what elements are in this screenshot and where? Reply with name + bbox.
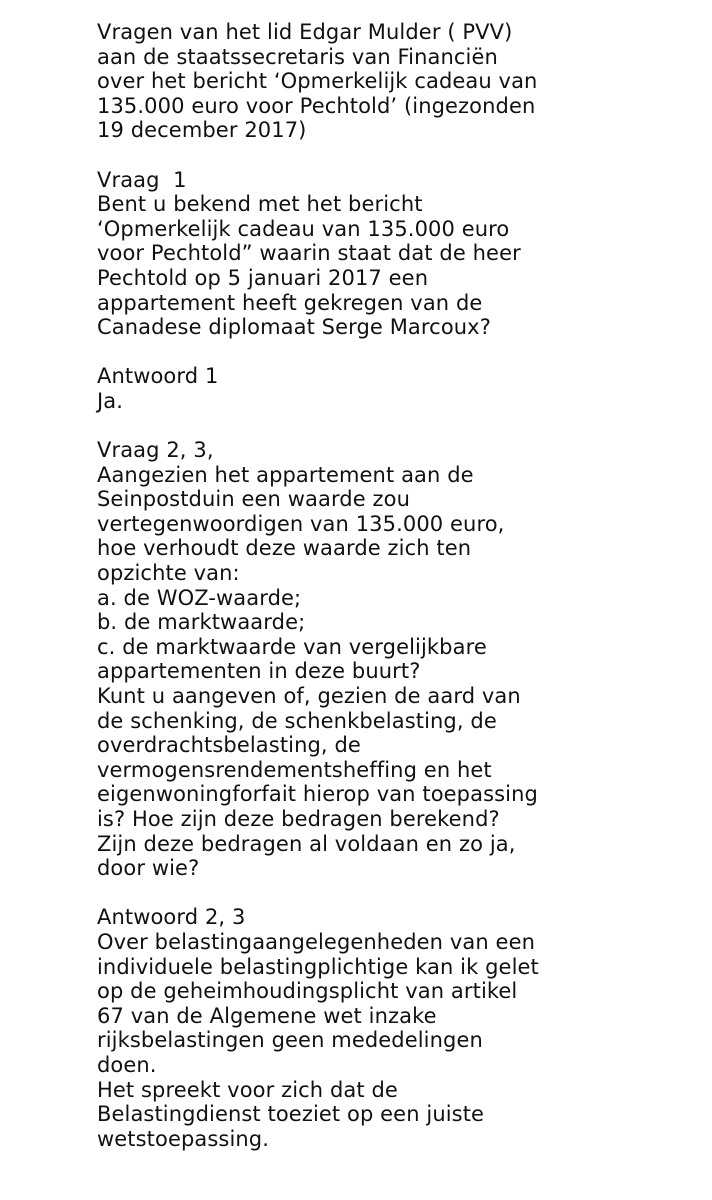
question-2-3-line: vermogensrendementsheffing en het <box>97 757 492 782</box>
answer-2-3-heading: Antwoord 2, 3 <box>97 905 246 930</box>
question-2-3-line: appartementen in deze buurt? <box>97 659 421 684</box>
intro-line: Vragen van het lid Edgar Mulder ( PVV) <box>97 20 513 44</box>
question-2-3-line: opzichte van: <box>97 561 240 586</box>
answer-2-3 <box>97 905 697 1151</box>
question-1-line: Bent u bekend met het bericht <box>97 192 423 217</box>
intro-line: over het bericht ‘Opmerkelijk cadeau van <box>97 69 538 94</box>
answer-1 <box>97 364 697 413</box>
question-2-3-line: de schenking, de schenkbelasting, de <box>97 708 497 733</box>
question-1-line: ‘Opmerkelijk cadeau van 135.000 euro <box>97 216 510 241</box>
question-2-3-line: hoe verhoudt deze waarde zich ten <box>97 536 472 561</box>
question-2-3-line: b. de marktwaarde; <box>97 610 306 635</box>
question-1-line: Pechtold op 5 januari 2017 een <box>97 265 429 290</box>
paragraph-gap <box>97 414 697 439</box>
answer-2-3-line: Het spreekt voor zich dat de <box>97 1077 398 1102</box>
answer-2-3-line: doen. <box>97 1052 157 1077</box>
intro-paragraph <box>97 20 697 143</box>
question-2-3-line: Kunt u aangeven of, gezien de aard van <box>97 684 521 709</box>
question-2-3-line: vertegenwoordigen van 135.000 euro, <box>97 511 505 536</box>
paragraph-gap <box>97 340 697 365</box>
document-body <box>97 20 697 1151</box>
question-1-line: Canadese diplomaat Serge Marcoux? <box>97 315 491 340</box>
answer-2-3-line: op de geheimhoudingsplicht van artikel <box>97 979 518 1004</box>
question-2-3 <box>97 438 697 881</box>
question-1-line: voor Pechtold” waarin staat dat de heer <box>97 241 521 266</box>
question-2-3-heading: Vraag 2, 3, <box>97 438 214 463</box>
question-1-line: appartement heeft gekregen van de <box>97 290 483 315</box>
answer-2-3-line: wetstoepassing. <box>97 1126 270 1151</box>
question-1-heading: Vraag 1 <box>97 167 187 192</box>
question-2-3-line: is? Hoe zijn deze bedragen berekend? <box>97 807 500 831</box>
question-2-3-line: door wie? <box>97 856 200 881</box>
question-2-3-line: overdrachtsbelasting, de <box>97 733 361 758</box>
intro-line: aan de staatssecretaris van Financiën <box>97 44 498 69</box>
paragraph-gap <box>97 143 697 168</box>
answer-2-3-line: Over belastingaangelegenheden van een <box>97 929 535 954</box>
answer-2-3-line: 67 van de Algemene wet inzake <box>97 1003 437 1028</box>
question-2-3-line: eigenwoningforfait hierop van toepassing <box>97 782 538 807</box>
question-2-3-line: Seinpostduin een waarde zou <box>97 487 411 512</box>
paragraph-gap <box>97 881 697 906</box>
question-1 <box>97 168 697 340</box>
question-2-3-line: Zijn deze bedragen al voldaan en zo ja, <box>97 831 516 856</box>
answer-1-line: Ja. <box>97 388 124 413</box>
answer-1-heading: Antwoord 1 <box>97 364 219 389</box>
question-2-3-line: Aangezien het appartement aan de <box>97 462 474 487</box>
question-2-3-line: a. de WOZ-waarde; <box>97 585 302 610</box>
intro-line: 135.000 euro voor Pechtold’ (ingezonden <box>97 93 536 118</box>
question-2-3-line: c. de marktwaarde van vergelijkbare <box>97 634 487 659</box>
answer-2-3-line: rijksbelastingen geen mededelingen <box>97 1028 483 1053</box>
intro-line: 19 december 2017) <box>97 118 307 143</box>
answer-2-3-line: Belastingdienst toeziet op een juiste <box>97 1102 485 1127</box>
answer-2-3-line: individuele belastingplichtige kan ik gelet <box>97 954 539 979</box>
